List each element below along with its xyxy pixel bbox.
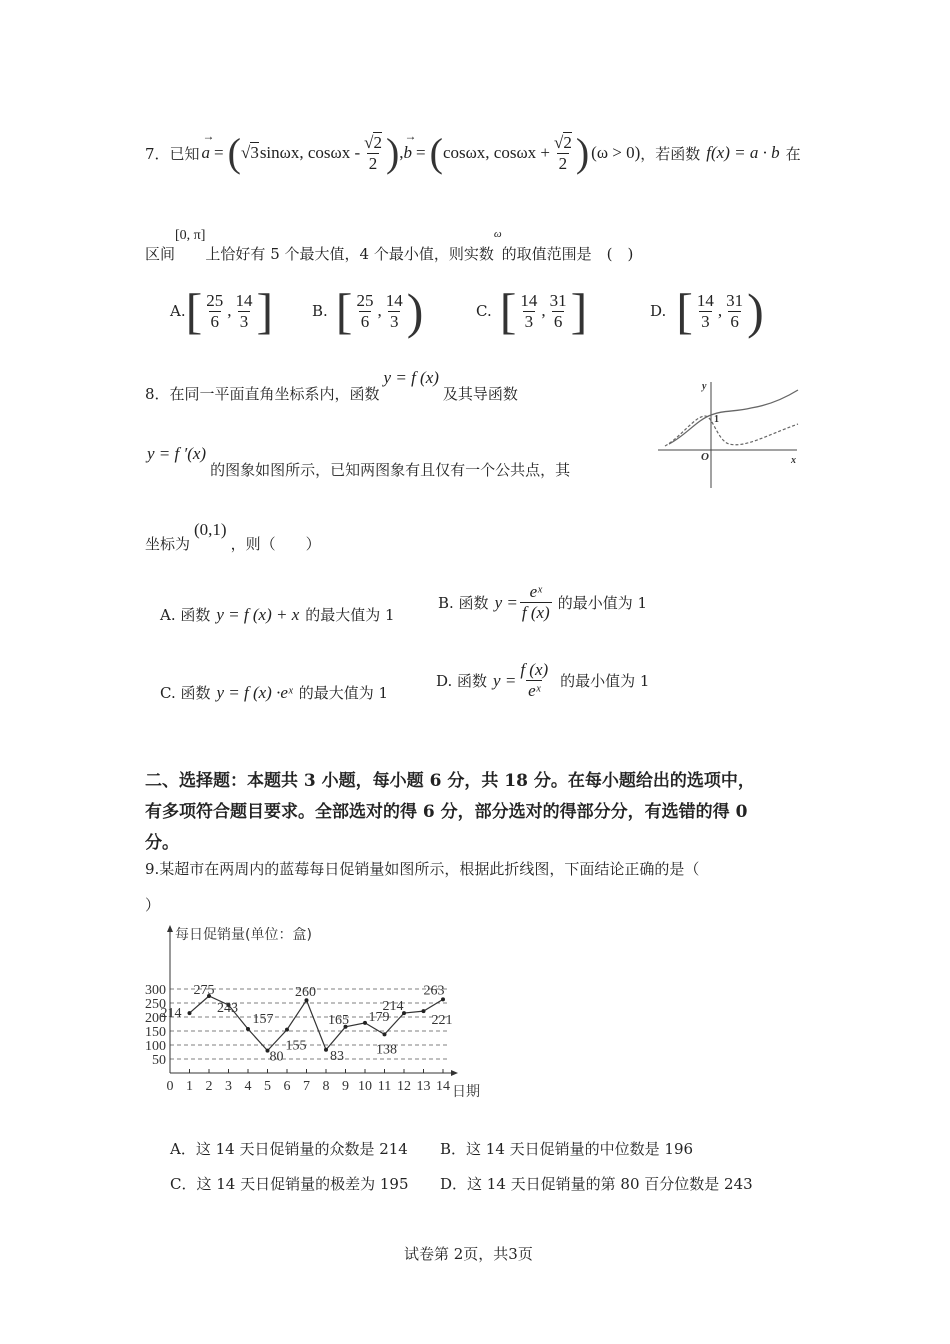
x-tick-1: 1 (186, 1079, 193, 1094)
q7-line1: 7．已知 → a = ( √3 sinωx, cosωx - $\frac{√2}{2}$ ) , → b = ( cosωx, cosωx + $\frac{√2}{2}$ ) (ω > 0) ，若函数 f(x) = a · b 在 (145, 129, 801, 175)
x-tick-2: 2 (205, 1079, 213, 1094)
q8-option-c[interactable]: C. 函数 y = f (x) ·eˣ 的最大值为 1 (160, 682, 388, 702)
data-label-day-6: 155 (285, 1038, 307, 1054)
x-tick-6: 6 (283, 1079, 291, 1094)
y-tick-300: 300 (145, 983, 166, 998)
y-tick-250: 250 (145, 997, 166, 1012)
vector-a: → a (201, 129, 215, 162)
promotion-line-chart (140, 920, 490, 1105)
y-tick-150: 150 (145, 1025, 166, 1040)
data-point-day-8 (324, 1048, 328, 1052)
q8-option-d[interactable]: D. 函数 y = $\frac{f (x)}{\text{eˣ}}$ 的最小值为 1 (436, 660, 650, 700)
x-tick-0: 0 (166, 1079, 174, 1094)
data-point-day-11 (383, 1032, 387, 1036)
q9-line2: ） (145, 896, 161, 914)
data-point-day-10 (363, 1021, 367, 1025)
x-tick-8: 8 (322, 1079, 330, 1094)
data-label-day-4: 157 (252, 1012, 274, 1028)
q8-line2: y = f ′(x) 的图象如图所示，已知两图象有且仅有一个公共点，其 (147, 444, 571, 479)
sqrt3: √3 (240, 143, 259, 162)
graph-origin: O (701, 451, 709, 463)
interval: [0, π] (175, 228, 206, 243)
function-f: f(x) = a · b (706, 143, 780, 162)
q7-line2: 区间 [0, π] 上恰好有 5 个最大值，4 个最小值，则实数 ω 的取值范围是 ( ) (145, 228, 634, 263)
data-label-day-12: 214 (382, 999, 404, 1015)
x-tick-13: 13 (416, 1079, 431, 1094)
sqrt2-over-2-a: $\frac{√2}{2}$ (364, 132, 382, 173)
section2-line3: 分。 (145, 833, 179, 853)
data-label-day-8: 83 (330, 1048, 344, 1064)
data-point-day-4 (246, 1027, 250, 1031)
page-footer: 试卷第 2页，共3页 (404, 1245, 533, 1263)
equals-sign: = (214, 143, 224, 162)
x-tick-9: 9 (342, 1079, 349, 1094)
y-equals-fx: y = f (x) (383, 368, 439, 387)
data-label-day-10: 179 (368, 1009, 390, 1025)
q9-option-c[interactable]: C．这 14 天日促销量的极差为 195 (170, 1175, 409, 1193)
q7-option-b[interactable]: B. [ $\frac{25}{6}$ , $\frac{14}{3}$ ) (312, 283, 424, 339)
data-label-day-5: 80 (269, 1049, 284, 1065)
q7-text1: ，若函数 (640, 144, 701, 163)
q9-option-a[interactable]: A．这 14 天日促销量的众数是 214 (170, 1140, 408, 1158)
graph-one: 1 (714, 414, 719, 425)
data-label-day-9: 165 (328, 1012, 349, 1028)
q8-option-b[interactable]: B. 函数 y = $\frac{\text{eˣ}}{f (x)}$ 的最小值为 1 (438, 582, 647, 622)
x-axis-arrow (451, 1070, 458, 1076)
y-tick-50: 50 (152, 1053, 166, 1068)
common-point: (0,1) (194, 520, 227, 539)
q8-line3: 坐标为 (0,1) ，则（ ） (145, 520, 321, 553)
data-label-day-3: 243 (217, 1000, 238, 1016)
x-tick-7: 7 (303, 1079, 310, 1094)
x-tick-5: 5 (264, 1079, 271, 1094)
data-label-day-14: 263 (423, 983, 445, 999)
q9-option-d[interactable]: D．这 14 天日促销量的第 80 百分位数是 243 (440, 1175, 753, 1193)
q8-line1: 8．在同一平面直角坐标系内，函数 y = f (x) 及其导函数 (145, 368, 518, 403)
x-tick-11: 11 (377, 1079, 392, 1094)
data-point-day-1 (188, 1011, 192, 1015)
section2-line1: 二、选择题：本题共 3 小题，每小题 6 分，共 18 分。在每小题给出的选项中， (145, 771, 755, 791)
data-label-day-7: 260 (295, 985, 316, 1001)
sqrt2-over-2-b: $\frac{√2}{2}$ (554, 132, 572, 173)
a-components: sinωx, cosωx - (259, 143, 361, 162)
y-tick-100: 100 (145, 1039, 166, 1054)
data-label-day-2: 275 (193, 983, 215, 998)
q8-function-graph (655, 378, 805, 493)
chart-title: 每日促销量(单位：盒) (175, 927, 312, 943)
q7-option-a[interactable]: A. [ $\frac{25}{6}$ , $\frac{14}{3}$ ] (170, 283, 274, 339)
data-label-day-13: 221 (431, 1013, 453, 1029)
graph-x-label: x (791, 455, 796, 466)
x-tick-14: 14 (436, 1079, 450, 1094)
vector-b: → b (403, 129, 417, 162)
q7-option-c[interactable]: C. [ $\frac{14}{3}$ , $\frac{31}{6}$ ] (476, 283, 588, 339)
fprime-curve (665, 416, 798, 446)
q8-option-a[interactable]: A. 函数 y = f (x) + x 的最大值为 1 (160, 604, 395, 624)
x-tick-12: 12 (397, 1079, 411, 1094)
data-point-day-13 (422, 1009, 426, 1013)
q9-line1: 9.某超市在两周内的蓝莓每日促销量如图所示，根据此折线图，下面结论正确的是（ (145, 860, 700, 878)
x-tick-3: 3 (225, 1079, 232, 1094)
chart-x-label: 日期 (452, 1084, 480, 1100)
x-tick-4: 4 (244, 1079, 252, 1094)
data-point-day-6 (285, 1028, 289, 1032)
q7-text2: 在 (785, 144, 801, 163)
q7-option-d[interactable]: D. [ $\frac{14}{3}$ , $\frac{31}{6}$ ) (650, 283, 764, 339)
graph-y-label: y (702, 381, 707, 392)
q7-number: 7．已知 (145, 144, 200, 163)
data-label-day-1: 214 (160, 1006, 182, 1022)
data-label-day-11: 138 (376, 1042, 397, 1058)
y-tick-200: 200 (145, 1011, 166, 1026)
b-components: cosωx, cosωx + (442, 143, 550, 162)
omega-condition: (ω > 0) (591, 143, 641, 162)
fx-curve (669, 390, 798, 444)
section2-line2: 有多项符合题目要求。全部选对的得 6 分，部分选对的得部分分，有选错的得 0 (145, 802, 748, 822)
y-axis-arrow (167, 925, 173, 932)
q9-option-b[interactable]: B．这 14 天日促销量的中位数是 196 (440, 1140, 694, 1158)
x-tick-10: 10 (358, 1079, 372, 1094)
omega-symbol: ω (493, 228, 502, 240)
y-equals-fprime-x: y = f ′(x) (147, 444, 207, 463)
